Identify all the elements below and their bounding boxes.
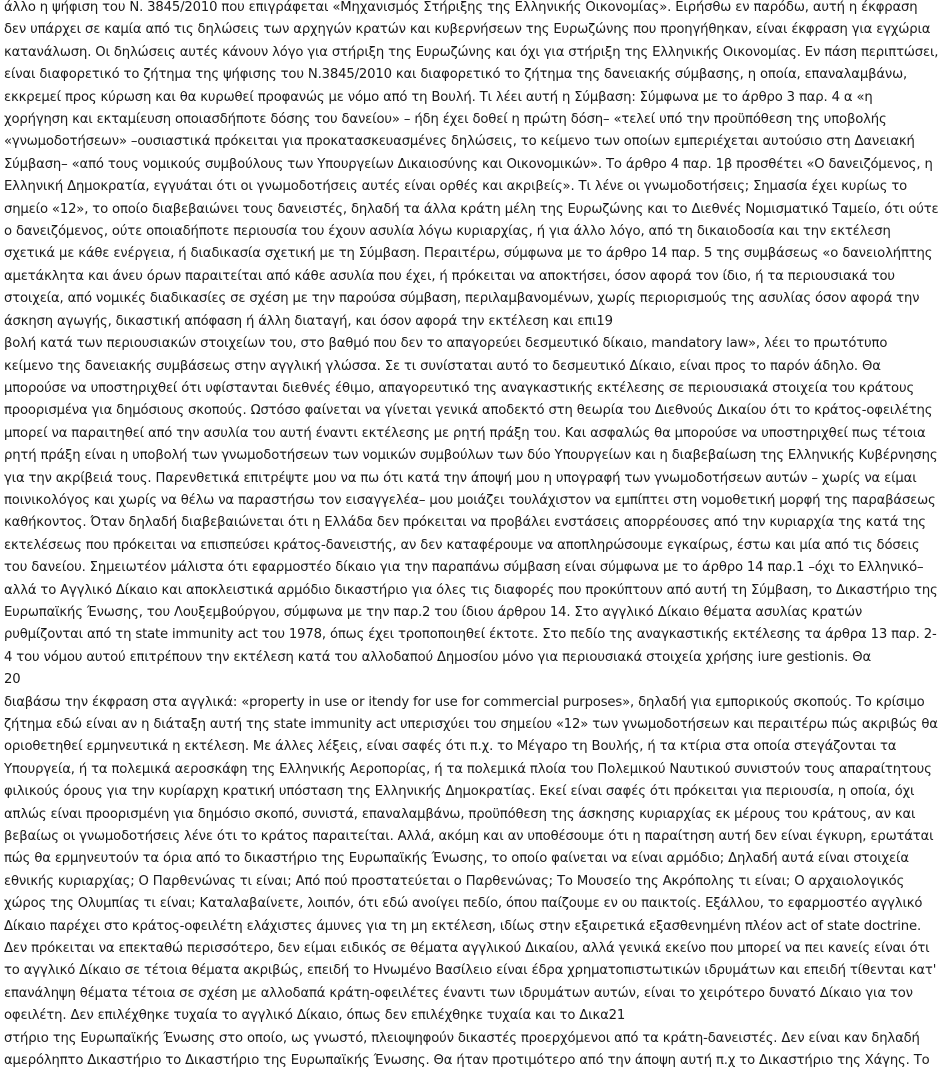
page-number: 20 [4,672,21,688]
paragraph: στήριο της Ευρωπαϊκής Ένωσης στο οποίο, ως γνωστό, πλειοψηφούν δικαστές προερχόμενοι από τα κράτη-δανειστές. Δεν είναι καν δηλαδή αμερόληπτο Δικαστήριο το Δικαστήριο της Ευρωπαϊκής Ένωσης. Θα ήταν προτιμότερο από την άποψη αυτή π.χ το Δικαστήριο της Χάγης. Το [4,1030,930,1069]
paragraph: άλλο η ψήφιση του Ν. 3845/2010 που επιγράφεται «Μηχανισμός Στήριξης της Ελληνικής Οικονομίας». Ειρήσθω εν παρόδω, αυτή η έκφραση δεν υπάρχει σε καμία από τις δηλώσεις των αρχηγών κρατών και κυβερνήσεων της Ευρωζώνης που προηγήθηκαν, είναι έκφραση για εγχώρια κατανάλωση. Οι δηλώσεις αυτές κάνουν λόγο για στήριξη της Ευρωζώνης και όχι για στήριξη της Ελληνικής Οικονομίας. Εν πάση περιπτώσει, είναι διαφορετικό το ζήτημα της ψήφισης του Ν.3845/2010 και διαφορετικό το ζήτημα της δανειακής σύμβασης, η οποία, επαναλαμβάνω, εκκρεμεί προς κύρωση και θα κυρωθεί προφανώς με νόμο από τη Βουλή. Τι λέει αυτή η Σύμβαση: Σύμφωνα με το άρθρο 3 παρ. 4 α «η χορήγηση και εκταμίευση οποιασδήποτε δόσης του δανείου» – ήδη έχει δοθεί η πρώτη δόση– «τελεί υπό την προϋπόθεση της υποβολής «γνωμοδοτήσεων» –ουσιαστικά πρόκειται για προκατασκευασμένες δηλώσεις, το κείμενο των οποίων εμπεριέχεται αυτούσιο στη Δανειακή Σύμβαση– «από τους νομικούς συμβούλους των Υπουργείων Δικαιοσύνης και Οικονομικών». Το άρθρο 4 παρ. 1β προσθέτει «Ο δανειζόμενος, η Ελληνική Δημοκρατία, εγγυάται ότι οι γνωμοδοτήσεις αυτές είναι ορθές και ακριβείς». Τι λένε οι γνωμοδοτήσεις; Σημασία έχει κυρίως το σημείο «12», το οποίο διαβεβαιώνει τους δανειστές, δηλαδή τα άλλα κράτη μέλη της Ευρωζώνης και το Διεθνές Νομισματικό Ταμείο, ότι ούτε ο δανειζόμενος, ούτε οποιαδήποτε περιουσία του έχουν ασυλία λόγω κυριαρχίας, ή για άλλο λόγο, από τη δικαιοδοσία και την εκτέλεση σχετικά με κάθε ενέργεια, ή διαδικασία σχετική με τη Σύμβαση. Περαιτέρω, σύμφωνα με το άρθρο 14 παρ. 5 της συμβάσεως «ο δανειολήπτης αμετάκλητα και άνευ όρων παραιτείται από κάθε ασυλία που έχει, ή πρόκειται να αποκτήσει, όσον αφορά τον ίδιο, ή τα περιουσιακά του στοιχεία, από νομικές διαδικασίες σε σχέση με την παρούσα σύμβαση, περιλαμβανομένων, χωρίς περιορισμούς της ασυλίας όσον αφορά την άσκηση αγωγής, δικαστική απόφαση ή άλλη διαταγή, και όσον αφορά την εκτέλεση και επι19 [4,0,939,329]
paragraph: διαβάσω την έκφραση στα αγγλικά: «property in use or itendy for use for commercial purposes», δηλαδή για εμπορικούς σκοπούς. Το κρίσιμο ζήτημα εδώ είναι αν η διάταξη αυτή της state immunity act υπερισχύει του σημείου «12» των γνωμοδοτήσεων και περαιτέρω πώς ακριβώς θα οριοθετηθεί ερμηνευτικά η εκτέλεση. Με άλλες λέξεις, είναι σαφές ότι π.χ. το Μέγαρο τη Βουλής, ή τα κτίρια στα οποία στεγάζονται τα Υπουργεία, ή τα πολεμικά αεροσκάφη της Ελληνικής Αεροπορίας, ή τα πολεμικά πλοία του Πολεμικού Ναυτικού συνιστούν τους απαραίτητους φιλικούς όρους για την κυρίαρχη κρατική υπόσταση της Ελληνικής Δημοκρατίας. Εκεί είναι σαφές ότι πρόκειται για περιουσία, η οποία, όχι απλώς είναι προορισμένη για δημόσιο σκοπό, συνιστά, επαναλαμβάνω, προϋπόθεση της άσκησης κυριαρχίας εκ μέρους του κράτους, αν και βεβαίως οι γνωμοδοτήσεις λένε ότι το κράτος παραιτείται. Αλλά, ακόμη και αν υποθέσουμε ότι η παραίτηση αυτή δεν είναι έγκυρη, ερωτάται πώς θα ερμηνευτούν τα όρια από το δικαστήριο της Ευρωπαϊκής Ένωσης, το οποίο φαίνεται να είναι αρμόδιο; Δηλαδή αυτά είναι στοιχεία εθνικής κυριαρχίας; Ο Παρθενώνας τι είναι; Από πού προστατεύεται ο Παρθενώνας; Το Μουσείο της Ακρόπολης τι είναι; Ο αρχαιολογικός χώρος της Ολυμπίας τι είναι; Καταλαβαίνετε, λοιπόν, ότι εδώ ανοίγει πεδίο, όπου παίζουμε εν ου παικτοίς. Εξάλλου, το εφαρμοστέο αγγλικό Δίκαιο παρέχει στο κράτος-οφειλέτη ελάχιστες άμυνες για τη μη εκτέλεση, ιδίως στην εξαιρετικά εξασθενημένη πλέον act of state doctrine. Δεν πρόκειται να επεκταθώ περισσότερο, δεν είμαι ειδικός σε θέματα αγγλικού Δικαίου, αλλά γενικά εκείνο που μπορεί να πει κανείς είναι ότι το αγγλικό Δίκαιο σε τέτοια θέματα ακριβώς, επειδή το Ηνωμένο Βασίλειο είναι έδρα χρηματοπιστωτικών ιδρυμάτων και επειδή τίθενται κατ' επανάληψη θέματα τέτοια σε σχέση με αλλοδαπά κράτη-οφειλέτες έναντι των ιδρυμάτων αυτών, είναι το χειρότερο δυνατό Δίκαιο για τον οφειλέτη. Δεν επιλέχθηκε τυχαία το αγγλικό Δίκαιο, όπως δεν επιλέχθηκε τυχαία και το Δικα21 [4,694,938,1024]
document-page [4,0,939,1073]
paragraph: βολή κατά των περιουσιακών στοιχείων του, στο βαθμό που δεν το απαγορεύει δεσμευτικό δίκαιο, mandatory law», λέει το πρωτότυπο κείμενο της δανειακής συμβάσεως στην αγγλική γλώσσα. Σε τι συνίσταται αυτό το δεσμευτικό Δίκαιο, είναι προς το παρόν άδηλο. Θα μπορούσε να υποστηριχθεί ότι υφίστανται διεθνές έθιμο, απαγορευτικό της αναγκαστικής εκτέλεσης σε περιουσιακά στοιχεία του κράτους προορισμένα για δημόσιους σκοπούς. Ωστόσο φαίνεται να γίνεται γενικά αποδεκτό στη θεωρία του Διεθνούς Δικαίου ότι το κράτος-οφειλέτης μπορεί να παραιτηθεί από την ασυλία του αυτή έναντι εκτέλεσης με ρητή πράξη του. Και ασφαλώς θα μπορούσε να υποστηριχθεί πως τέτοια ρητή πράξη είναι η υποβολή των γνωμοδοτήσεων των νομικών συμβούλων των δύο Υπουργείων και η διαβεβαίωση της Ελληνικής Κυβέρνησης για την ακρίβειά τους. Παρενθετικά επιτρέψτε μου να πω ότι κατά την άποψή μου η υπογραφή των γνωμοδοτήσεων αυτών – χωρίς να είμαι ποινικολόγος και χωρίς να θέλω να παραστήσω τον εισαγγελέα– μου μοιάζει τουλάχιστον να εμπίπτει στη νομοθετική μορφή της παραβάσεως καθήκοντος. Όταν δηλαδή διαβεβαιώνεται ότι η Ελλάδα δεν πρόκειται να προβάλει ενστάσεις απορρέουσες από την κυριαρχία της κατά της εκτελέσεως που πρόκειται να επισπεύσει κράτος-δανειστής, αν δεν καταφέρουμε να αποπληρώσουμε εγκαίρως, έστω και μία από τις δόσεις του δανείου. Σημειωτέον μάλιστα ότι εφαρμοστέο δίκαιο για την παραπάνω σύμβαση είναι σύμφωνα με το άρθρο 14 παρ.1 –όχι το Ελληνικό– αλλά το Αγγλικό Δίκαιο και αποκλειστικά αρμόδιο δικαστήριο για όλες τις διαφορές που προκύπτουν από αυτή τη Σύμβαση, το Δικαστήριο της Ευρωπαϊκής Ένωσης, του Λουξεμβούργου, σύμφωνα με την παρ.2 του ίδιου άρθρου 14. Στο αγγλικό Δίκαιο θέματα ασυλίας κρατών ρυθμίζονται από τη state immunity act του 1978, όπως έχει τροποποιηθεί έκτοτε. Στο πεδίο της αναγκαστικής εκτέλεσης τα άρθρα 13 παρ. 2-4 του νόμου αυτού επιτρέπουν την εκτέλεση κατά του αλλοδαπού Δημοσίου μόνο για περιουσιακά στοιχεία χρήσης iure gestionis. Θα [4,336,938,665]
